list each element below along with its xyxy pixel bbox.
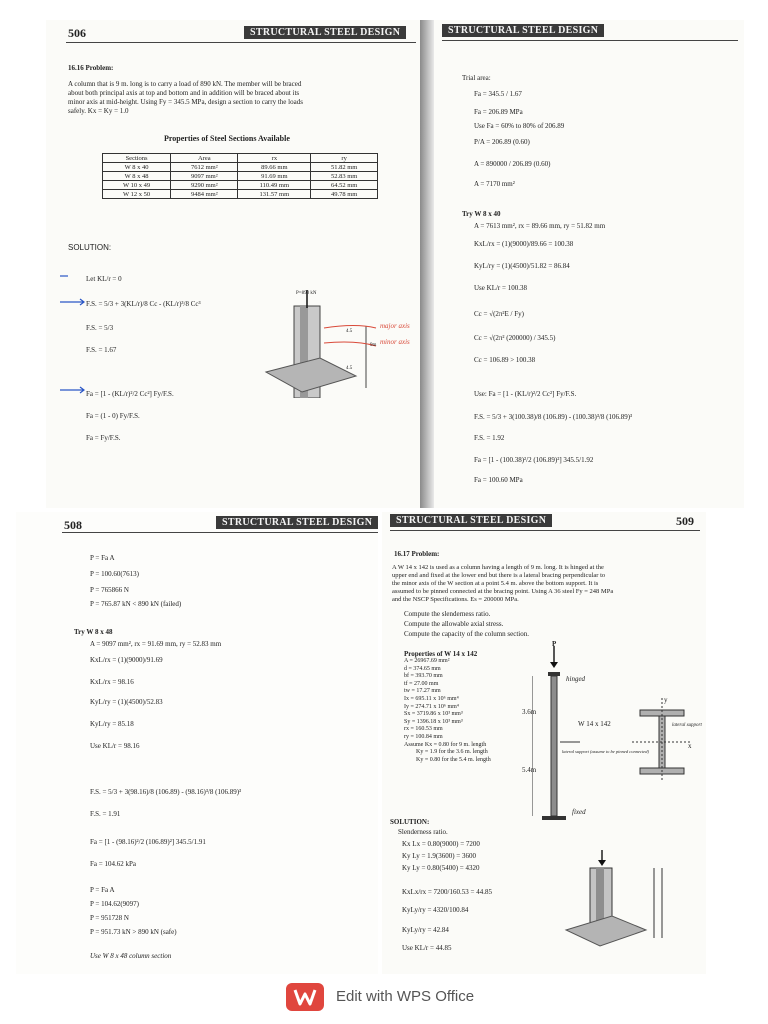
calc-line: A = 890000 / 206.89 (0.60) <box>474 160 551 168</box>
fig-label: y <box>664 696 668 704</box>
page-number: 506 <box>68 26 86 40</box>
problem-title: 16.17 Problem: <box>394 550 440 558</box>
fig-label: 3.6m <box>522 708 537 716</box>
calc-line: F.S. = 1.91 <box>90 810 121 818</box>
task-item: Compute the capacity of the column section. <box>404 630 529 638</box>
calc-line: Let KL/r = 0 <box>86 275 122 283</box>
fig-label: fixed <box>572 808 586 816</box>
fig-label: x <box>688 742 692 750</box>
figure-note: minor axis <box>380 338 410 346</box>
calc-line: Cc = √(2π² (200000) / 345.5) <box>474 334 556 342</box>
header-rule <box>390 530 700 531</box>
fig-label: lateral support (assume to be pinned connected) <box>562 749 649 754</box>
calc-line: KyL/ry = 85.18 <box>90 720 134 728</box>
table-row: W 8 x 40 7612 mm² 89.66 mm 51.82 mm <box>103 163 378 172</box>
figure-note: major axis <box>380 322 410 330</box>
table-row: W 8 x 48 9097 mm² 91.69 mm 52.83 mm <box>103 172 378 181</box>
calc-line: Fa = [1 - (100.38)²/2 (106.89)²] 345.5/1.92 <box>474 456 594 464</box>
calc-line: Use KL/r = 44.85 <box>402 944 452 952</box>
table-header-row: Sections Area rx ry <box>103 154 378 163</box>
calc-line: P = 100.60(7613) <box>90 570 139 578</box>
calc-line: Use Fa = 60% to 80% of 206.89 <box>474 122 565 130</box>
calc-line: KyL/ry = (1)(4500)/51.82 = 86.84 <box>474 262 570 270</box>
figure-dim: 4.5 <box>346 366 353 371</box>
calc-line: A = 7613 mm², rx = 89.66 mm, ry = 51.82 mm <box>474 222 606 230</box>
calc-line: F.S. = 5/3 + 3(KL/r)/8 Cc - (KL/r)³/8 Cc³ <box>86 300 201 308</box>
header-rule <box>62 532 378 533</box>
table-title: Properties of Steel Sections Available <box>164 134 290 143</box>
calc-line: KxL/rx = 98.16 <box>90 678 134 686</box>
calc-line: Fa = [1 - (KL/r)²/2 Cc²] Fy/F.S. <box>86 390 174 398</box>
edit-with-wps-link[interactable]: Edit with WPS Office <box>336 988 475 1005</box>
problem-text: A W 14 x 142 is used as a column having a length of 9 m. long. It is hinged at the upper end and fixed at the lower end but there is a lateral bracing perpendicular to the minor axis of the W section at a point 5.4 m. above the bottom support. It is assumed to be pinned connected at the bracing point. Using A 36 steel Fy = 248 MPa and the NSCP Specifications. Es = 200000 MPa. <box>392 564 614 603</box>
conclusion-line: Use W 8 x 48 column section <box>90 952 172 960</box>
sub-heading: Slenderness ratio. <box>398 828 448 836</box>
header-rule <box>442 40 738 41</box>
calc-line: Fa = 345.5 / 1.67 <box>474 90 522 98</box>
calc-line: Kx Lx = 0.80(9000) = 7200 <box>402 840 480 848</box>
calc-line: A = 9097 mm², rx = 91.69 mm, ry = 52.83 mm <box>90 640 222 648</box>
calc-line: F.S. = 5/3 <box>86 324 114 332</box>
calc-line: Fa = (1 - 0) Fy/F.S. <box>86 412 140 420</box>
calc-line: P = 951.73 kN > 890 kN (safe) <box>90 928 177 936</box>
footer-bar <box>0 976 768 1024</box>
fig-label: 5.4m <box>522 766 537 774</box>
page-507 <box>434 20 744 508</box>
calc-line: Ky Ly = 1.9(3600) = 3600 <box>402 852 477 860</box>
table-row: W 10 x 49 9290 mm² 110.49 mm 64.52 mm <box>103 181 378 190</box>
calc-line: P = 951728 N <box>90 914 129 922</box>
running-header: STRUCTURAL STEEL DESIGN <box>390 514 552 527</box>
calc-line: KxLx/rx = 7200/160.53 = 44.85 <box>402 888 492 896</box>
fig-label: hinged <box>566 675 586 683</box>
figure-dim: 9m <box>370 343 377 348</box>
calc-line: P = 765866 N <box>90 586 129 594</box>
calc-line: F.S. = 5/3 + 3(98.16)/8 (106.89) - (98.16)³/8 (106.89)³ <box>90 788 242 796</box>
sections-table <box>102 153 378 199</box>
calc-line: Cc = √(2π²E / Fy) <box>474 310 524 318</box>
running-header: STRUCTURAL STEEL DESIGN <box>244 26 406 39</box>
calc-line: Ky Ly = 0.80(5400) = 4320 <box>402 864 480 872</box>
calc-line: Trial area: <box>462 74 491 82</box>
calc-line: Use KL/r = 98.16 <box>90 742 140 750</box>
trial-heading: Try W 8 x 40 <box>462 210 501 218</box>
calc-line: Fa = [1 - (98.16)²/2 (106.89)²] 345.5/1.91 <box>90 838 206 846</box>
calc-line: Fa = 206.89 MPa <box>474 108 523 116</box>
page-number: 508 <box>64 518 82 532</box>
calc-line: KyL/ry = (1)(4500)/52.83 <box>90 698 163 706</box>
calc-line: Cc = 106.89 > 100.38 <box>474 356 536 364</box>
page-509 <box>382 512 706 974</box>
calc-line: F.S. = 1.67 <box>86 346 117 354</box>
solution-heading: SOLUTION: <box>68 243 112 252</box>
figure-dim: 4.5 <box>346 329 353 334</box>
calc-line: KxL/rx = (1)(9000)/89.66 = 100.38 <box>474 240 574 248</box>
calc-line: KyLy/ry = 4320/100.84 <box>402 906 469 914</box>
solution-heading: SOLUTION: <box>390 818 430 826</box>
calc-line: P = Fa A <box>90 554 115 562</box>
trial-heading: Try W 8 x 48 <box>74 628 113 636</box>
calc-line: Fa = 100.60 MPa <box>474 476 523 484</box>
header-rule <box>66 42 416 43</box>
props-title: Properties of W 14 x 142 <box>404 650 478 658</box>
task-item: Compute the allowable axial stress. <box>404 620 504 628</box>
calc-line: F.S. = 1.92 <box>474 434 505 442</box>
calc-line: P = 765.87 kN < 890 kN (failed) <box>90 600 182 608</box>
page-number: 509 <box>676 514 694 528</box>
calc-line: P/A = 206.89 (0.60) <box>474 138 530 146</box>
fig-label: W 14 x 142 <box>578 720 611 728</box>
page-seam <box>420 20 434 508</box>
calc-line: KxL/rx = (1)(9000)/91.69 <box>90 656 163 664</box>
fig-label: lateral support <box>672 723 702 728</box>
fig-label: P <box>552 640 557 648</box>
calc-line: Use KL/r = 100.38 <box>474 284 527 292</box>
calc-line: P = Fa A <box>90 886 115 894</box>
calc-line: Fa = Fy/F.S. <box>86 434 121 442</box>
props-list: A = 26967.69 mm² d = 374.65 mm bf = 393.70 mm tf = 27.00 mm tw = 17.27 mm Ix = 695.11 x 10⁶ mm⁴ Iy = 274.71 x 10⁶ mm⁴ Sx = 3719.86 x 10³ mm³ Sy = 1396.18 x 10³ mm³ rx = 160.53 mm ry = 100.84 mm Assume Kx = 0.80 for 9 m. length Ky = 1.9 for the 3.6 m. length Ky = 0.80 for the 5.4 m. length <box>404 658 491 763</box>
problem-text: A column that is 9 m. long is to carry a load of 890 kN. The member will be braced about both principal axis at top and bottom and in addition will be braced about its minor axis at mid-height. Using Fy = 345.5 MPa, design a section to carry the loads safely. Kx = Ky = 1.0 <box>68 80 303 115</box>
calc-line: F.S. = 5/3 + 3(100.38)/8 (106.89) - (100.38)³/8 (106.89)³ <box>474 413 633 421</box>
task-item: Compute the slenderness ratio. <box>404 610 491 618</box>
calc-line: KyLy/ry = 42.84 <box>402 926 449 934</box>
column-elevation-figure <box>532 642 702 822</box>
calc-line: Use: Fa = [1 - (KL/r)²/2 Cc²] Fy/F.S. <box>474 390 577 398</box>
calc-line: P = 104.62(9097) <box>90 900 139 908</box>
calc-line: Fa = 104.62 kPa <box>90 860 136 868</box>
wps-logo-icon[interactable] <box>286 983 324 1011</box>
calc-line: A = 7170 mm² <box>474 180 515 188</box>
problem-title: 16.16 Problem: <box>68 64 114 72</box>
page-506 <box>46 20 420 508</box>
running-header: STRUCTURAL STEEL DESIGN <box>216 516 378 529</box>
running-header: STRUCTURAL STEEL DESIGN <box>442 24 604 37</box>
figure-load-label: P=890 kN <box>296 291 317 296</box>
page-508 <box>16 512 378 974</box>
annotation-arrows <box>56 270 96 400</box>
table-row: W 12 x 50 9484 mm² 131.57 mm 49.78 mm <box>103 190 378 199</box>
column-3d-figure <box>562 850 672 950</box>
